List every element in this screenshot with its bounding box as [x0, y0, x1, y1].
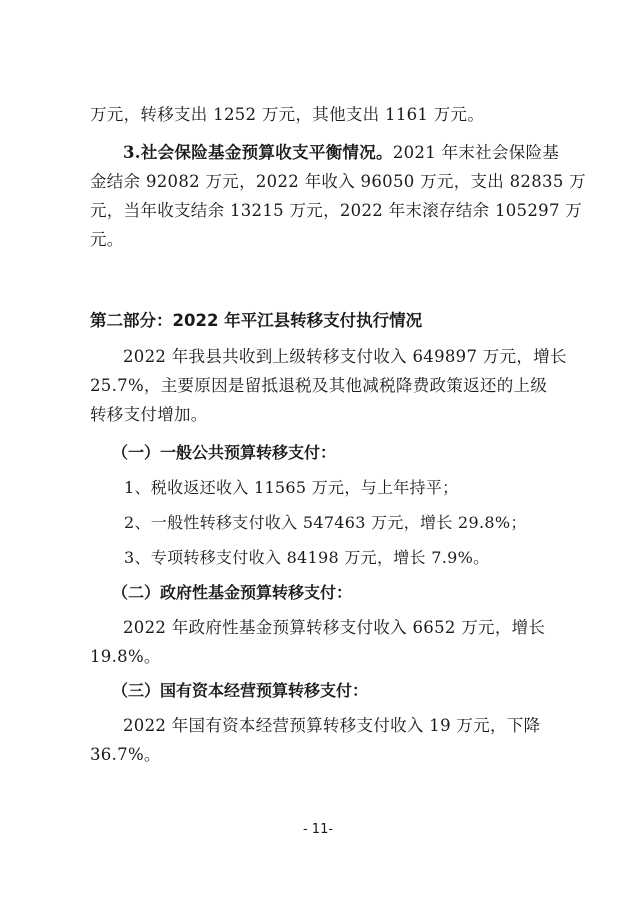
paragraph-line [90, 138, 560, 167]
paragraph-line: 转移支付增加。 [90, 405, 208, 424]
page-number: - 11- [302, 822, 334, 837]
list-item: 3、专项转移支付收入 84198 万元，增长 7.9%。 [124, 548, 490, 567]
paragraph-line: 元。 [90, 230, 124, 249]
list-item: 2、一般性转移支付收入 547463 万元，增长 29.8%； [124, 513, 527, 532]
subsection-heading-government-fund: （二）政府性基金预算转移支付： [112, 583, 353, 602]
bold-lead-text: 3.社会保险基金预算收支平衡情况。 [123, 143, 393, 162]
paragraph-government-fund [90, 613, 548, 671]
paragraph-line: 万元，转移支出 1252 万元，其他支出 1161 万元。 [90, 105, 485, 124]
subsection-heading-general-budget: （一）一般公共预算转移支付： [112, 443, 337, 462]
subsection-heading-state-capital: （三）国有资本经营预算转移支付： [112, 681, 369, 700]
paragraph-line: 2022 年政府性基金预算转移支付收入 6652 万元，增长 [123, 618, 546, 637]
paragraph-state-capital [90, 711, 548, 769]
paragraph-social-insurance [90, 138, 586, 254]
paragraph-transfer-summary [90, 342, 567, 429]
paragraph-continued [90, 100, 548, 129]
paragraph-line: 2022 年国有资本经营预算转移支付收入 19 万元，下降 [123, 716, 541, 735]
paragraph-line: 元，当年收支结余 13215 万元，2022 年末滚存结余 105297 万 [90, 201, 583, 220]
list-item: 1、税收返还收入 11565 万元，与上年持平； [124, 478, 459, 497]
paragraph-line: 19.8%。 [90, 647, 161, 666]
paragraph-line: 2022 年我县共收到上级转移支付收入 649897 万元，增长 [123, 347, 567, 366]
section-heading: 第二部分：2022 年平江县转移支付执行情况 [90, 311, 423, 330]
paragraph-text: 2021 年末社会保险基 [392, 143, 560, 162]
paragraph-line: 25.7%，主要原因是留抵退税及其他减税降费政策返还的上级 [90, 376, 548, 395]
paragraph-line: 36.7%。 [90, 745, 161, 764]
paragraph-line: 金结余 92082 万元，2022 年收入 96050 万元，支出 82835 万 [90, 172, 586, 191]
